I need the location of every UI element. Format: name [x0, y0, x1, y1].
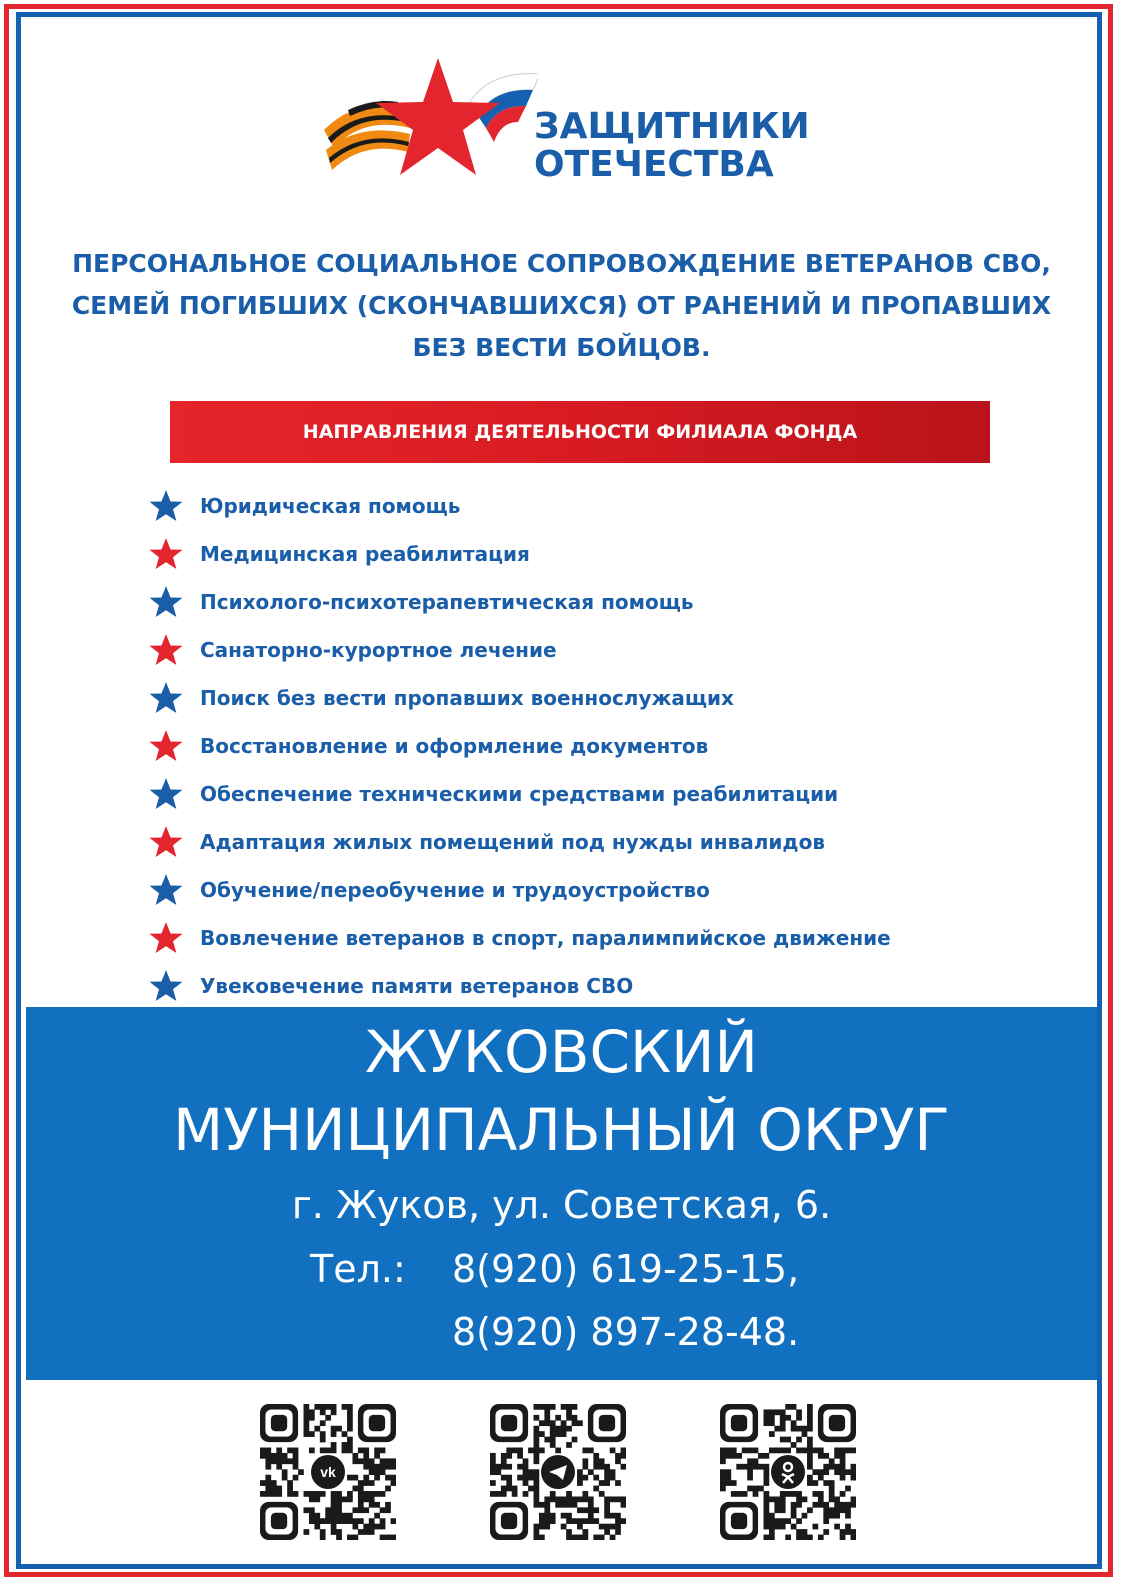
- activity-label: Обучение/переобучение и трудоустройство: [200, 878, 710, 902]
- section-title-bar: НАПРАВЛЕНИЯ ДЕЯТЕЛЬНОСТИ ФИЛИАЛА ФОНДА: [170, 401, 990, 463]
- vk-icon: [311, 1455, 345, 1489]
- headline-line: СЕМЕЙ ПОГИБШИХ (СКОНЧАВШИХСЯ) ОТ РАНЕНИЙ И ПРОПАВШИХ: [71, 291, 1052, 320]
- activity-item: [148, 770, 1028, 818]
- activity-item: [148, 626, 1028, 674]
- star-icon: [148, 728, 184, 764]
- activity-item: [148, 914, 1028, 962]
- region-title: [26, 1013, 1097, 1169]
- svg-text:vk: vk: [320, 1464, 336, 1480]
- activity-label: Увековечение памяти ветеранов СВО: [200, 974, 634, 998]
- phone-number[interactable]: 8(920) 619-25-15,: [452, 1247, 800, 1291]
- telegram-icon: [541, 1455, 575, 1489]
- star-icon: [148, 776, 184, 812]
- activity-label: Поиск без вести пропавших военнослужащих: [200, 686, 734, 710]
- activity-label: Юридическая помощь: [200, 494, 461, 518]
- red-star-icon: [376, 58, 500, 175]
- star-icon: [148, 824, 184, 860]
- activity-item: [148, 578, 1028, 626]
- star-icon: [148, 584, 184, 620]
- activity-label: Санаторно-курортное лечение: [200, 638, 557, 662]
- activity-label: Медицинская реабилитация: [200, 542, 530, 566]
- star-icon: [148, 872, 184, 908]
- region-line2: МУНИЦИПАЛЬНЫЙ ОКРУГ: [173, 1096, 950, 1164]
- activity-item: [148, 962, 1028, 1010]
- activity-label: Обеспечение техническими средствами реабилитации: [200, 782, 839, 806]
- activity-item: [148, 674, 1028, 722]
- star-icon: [148, 920, 184, 956]
- activity-item: [148, 818, 1028, 866]
- phone-number[interactable]: 8(920) 897-28-48.: [452, 1310, 800, 1354]
- phone-label: Тел.:: [310, 1247, 406, 1291]
- star-icon: [148, 632, 184, 668]
- logo-text: [534, 108, 810, 184]
- activities-list: [148, 482, 1028, 1010]
- odnoklassniki-icon: [771, 1455, 805, 1489]
- logo-line2: ОТЕЧЕСТВА: [534, 144, 774, 185]
- headline-line: ПЕРСОНАЛЬНОЕ СОЦИАЛЬНОЕ СОПРОВОЖДЕНИЕ ВЕТЕРАНОВ СВО,: [72, 249, 1051, 278]
- contact-block: [26, 1007, 1097, 1380]
- qr-code[interactable]: [720, 1404, 856, 1540]
- region-line1: ЖУКОВСКИЙ: [365, 1018, 758, 1086]
- star-icon: [148, 680, 184, 716]
- star-icon: [148, 488, 184, 524]
- activity-item: [148, 482, 1028, 530]
- activity-label: Вовлечение ветеранов в спорт, паралимпийское движение: [200, 926, 891, 950]
- star-icon: [148, 968, 184, 1004]
- logo: [318, 50, 818, 190]
- headline: [40, 243, 1083, 369]
- activity-label: Восстановление и оформление документов: [200, 734, 709, 758]
- headline-line: БЕЗ ВЕСТИ БОЙЦОВ.: [412, 333, 711, 362]
- activity-item: [148, 530, 1028, 578]
- activity-item: [148, 866, 1028, 914]
- activity-item: [148, 722, 1028, 770]
- activity-label: Психолого-психотерапевтическая помощь: [200, 590, 694, 614]
- star-icon: [148, 536, 184, 572]
- logo-emblem: [318, 50, 538, 190]
- address: г. Жуков, ул. Советская, 6.: [291, 1183, 832, 1227]
- qr-code[interactable]: [490, 1404, 626, 1540]
- activity-label: Адаптация жилых помещений под нужды инвалидов: [200, 830, 825, 854]
- logo-line1: ЗАЩИТНИКИ: [534, 106, 810, 147]
- qr-code[interactable]: [260, 1404, 396, 1540]
